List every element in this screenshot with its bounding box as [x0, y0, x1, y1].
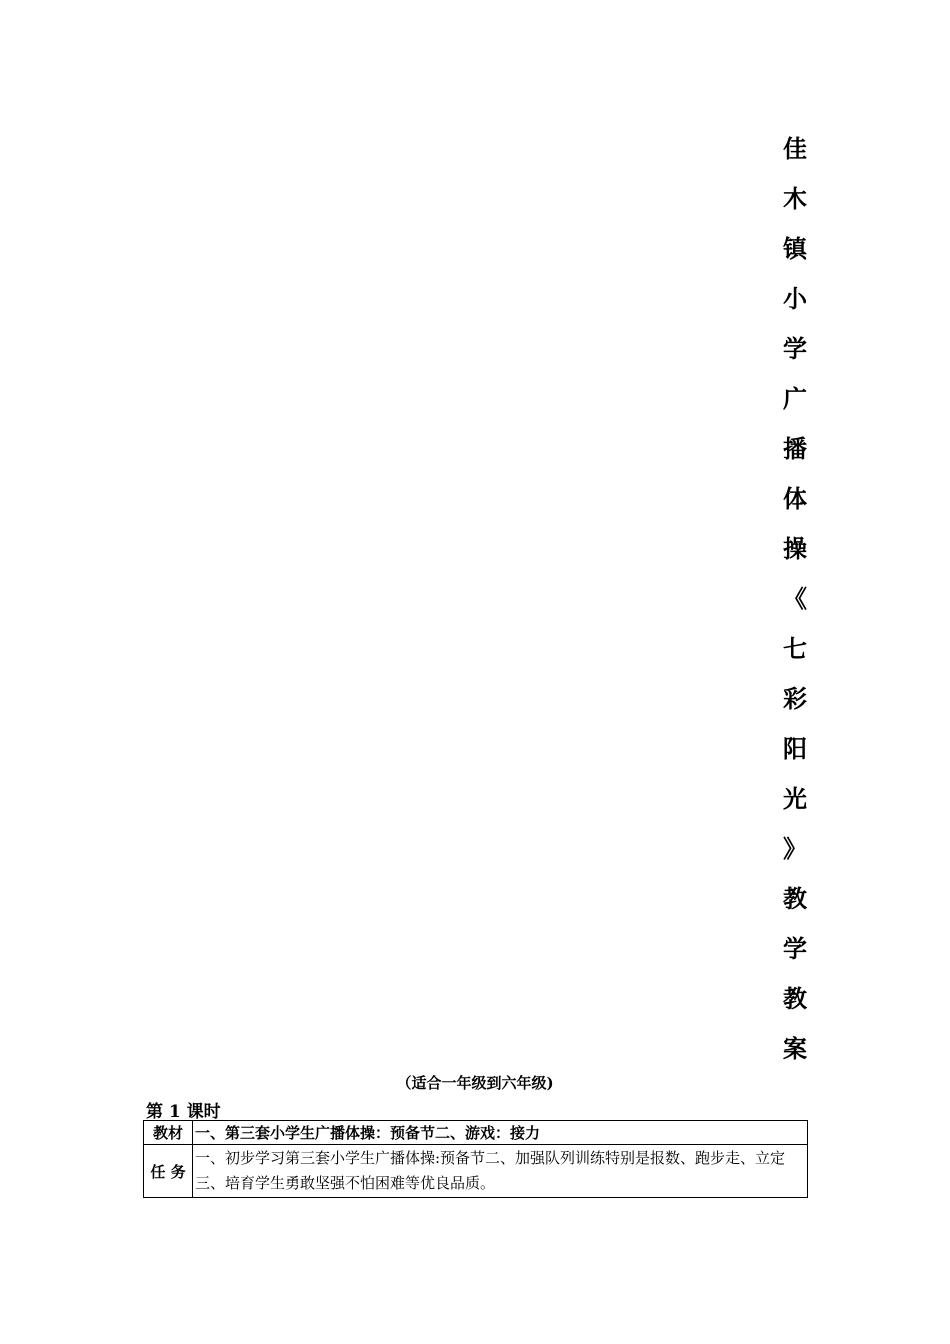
- title-char: 阳: [783, 735, 807, 763]
- title-char: 木: [783, 185, 807, 213]
- title-char: 学: [783, 335, 807, 363]
- title-char: 光: [783, 785, 807, 813]
- title-char: 播: [783, 435, 807, 463]
- title-char: 》: [783, 835, 807, 863]
- materials-content: 一、第三套小学生广播体操：预备节二、游戏：接力: [193, 1121, 808, 1145]
- title-char: 学: [783, 935, 807, 963]
- title-char: 小: [783, 285, 807, 313]
- materials-label: 教材: [144, 1121, 193, 1145]
- title-char: 教: [783, 885, 807, 913]
- title-char: 《: [783, 585, 807, 613]
- vertical-document-title: [775, 128, 815, 1078]
- grade-range-subtitle: （适合一年级到六年级): [396, 1074, 554, 1092]
- lesson-heading: 第 1 课时: [146, 1102, 221, 1122]
- title-char: 镇: [783, 235, 807, 263]
- table-row-materials: [144, 1121, 808, 1145]
- title-char: 广: [783, 385, 807, 413]
- title-char: 彩: [783, 685, 807, 713]
- tasks-label: 任 务: [144, 1145, 193, 1198]
- title-char: 案: [783, 1035, 807, 1063]
- tasks-content: 一、初步学习第三套小学生广播体操:预备节二、加强队列训练特别是报数、跑步走、立定三、培育学生勇敢坚强不怕困难等优良品质。: [193, 1145, 808, 1198]
- title-char: 教: [783, 985, 807, 1013]
- title-char: 体: [783, 485, 807, 513]
- table-row-tasks: [144, 1145, 808, 1198]
- title-char: 佳: [783, 135, 807, 163]
- title-char: 操: [783, 535, 807, 563]
- title-char: 七: [783, 635, 807, 663]
- lesson-plan-table: [143, 1120, 808, 1198]
